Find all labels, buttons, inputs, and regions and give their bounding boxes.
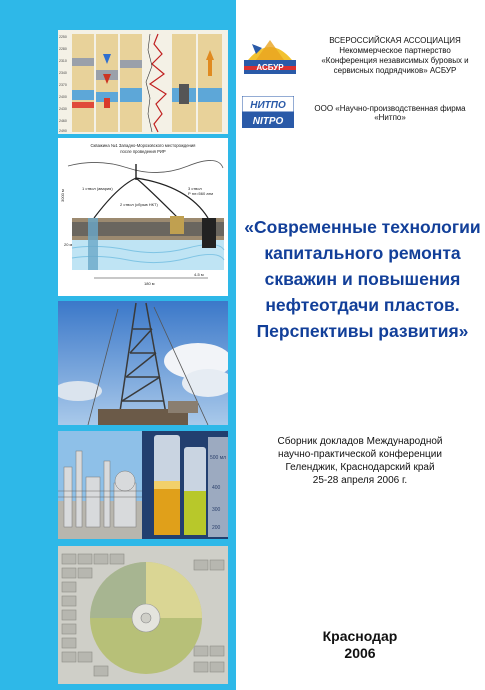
svg-text:2250: 2250 xyxy=(59,35,67,39)
diagram-label-bore3: 3 ствол xyxy=(188,186,202,191)
association-line-1: ВСЕРОССИЙСКАЯ АССОЦИАЦИЯ xyxy=(329,36,461,45)
drilling-rig-photo xyxy=(58,301,228,425)
beaker-mark-200: 200 xyxy=(212,525,221,531)
proceedings-line-4: 25-28 апреля 2006 г. xyxy=(312,475,408,486)
keyboard-cd-photo xyxy=(58,546,228,684)
svg-text:2370: 2370 xyxy=(59,83,67,87)
title-line-3: скважин и повышения xyxy=(264,269,461,289)
title-line-2: капитального ремонта xyxy=(264,243,461,263)
title-line-4: нефтеотдачи пластов. xyxy=(265,295,460,315)
svg-text:2280: 2280 xyxy=(59,47,67,51)
imprint xyxy=(242,628,478,662)
diagram-label-4-5m: 4-5 м xyxy=(194,272,204,277)
refinery-and-lab-photo xyxy=(58,431,228,539)
title-line-5: Перспективы развития» xyxy=(256,321,469,341)
nitpo-logo xyxy=(242,96,294,128)
well-log-figure xyxy=(58,30,228,134)
beaker-mark-500: 500 мл xyxy=(210,455,227,461)
diagram-label-pressure: P пл=560 атм xyxy=(188,191,214,196)
publication-year: 2006 xyxy=(344,645,376,661)
diagram-caption-1: Скважина №1 Западно-Морозовского месторождения xyxy=(90,143,196,148)
beaker-mark-400: 400 xyxy=(212,485,221,491)
diagram-label-bore1: 1 ствол (авария) xyxy=(82,186,113,191)
asbur-logo-text: АСБУР xyxy=(256,63,284,72)
diagram-label-180m: 180 м xyxy=(144,281,155,286)
svg-text:2430: 2430 xyxy=(59,107,67,111)
proceedings-line-1: Сборник докладов Международной xyxy=(277,436,443,447)
association-line-3: «Конференция независимых буровых и xyxy=(321,56,469,65)
proceedings-line-3: Геленджик, Краснодарский край xyxy=(285,462,435,473)
diagram-label-depth: 3000 м xyxy=(60,189,65,202)
city-name: Краснодар xyxy=(322,628,398,644)
diagram-label-bore2: 2 ствол (сбрыв НКТ) xyxy=(120,202,158,207)
proceedings-line-2: научно-практической конференции xyxy=(278,449,442,460)
title-line-1: «Современные технологии xyxy=(244,217,481,237)
proceedings-info xyxy=(242,435,478,487)
association-line-4: сервисных подрядчиков» АСБУР xyxy=(333,66,457,75)
beaker-mark-300: 300 xyxy=(212,507,221,513)
svg-text:2400: 2400 xyxy=(59,95,67,99)
svg-text:2340: 2340 xyxy=(59,71,67,75)
svg-text:2460: 2460 xyxy=(59,119,67,123)
association-block xyxy=(310,36,480,76)
diagram-label-20m: 20 м xyxy=(64,242,73,247)
nitpo-logo-top: НИТПО xyxy=(250,100,286,111)
diagram-caption-2: после проведения РИР xyxy=(120,149,166,154)
book-title xyxy=(240,214,485,344)
svg-text:2490: 2490 xyxy=(59,129,67,133)
nitpo-logo-bottom: NITPO xyxy=(252,116,284,127)
association-line-2: Некоммерческое партнерство xyxy=(339,46,451,55)
asbur-logo xyxy=(242,30,298,76)
svg-text:2310: 2310 xyxy=(59,59,67,63)
nitpo-org-name: ООО «Научно-производственная фирма «Нитпо» xyxy=(314,104,466,122)
well-schematic-diagram xyxy=(58,138,228,296)
